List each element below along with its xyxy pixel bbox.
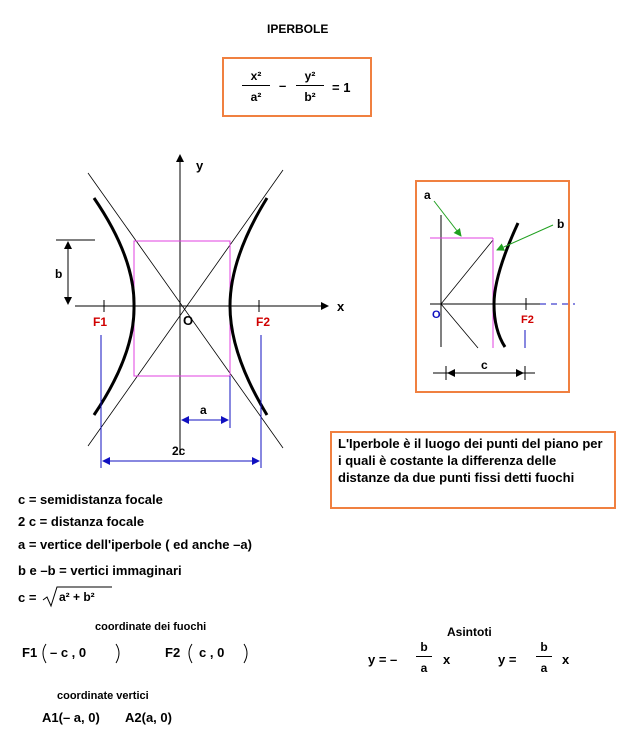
main-axis-x-label: x xyxy=(337,299,345,314)
equation-minus: – xyxy=(279,78,287,93)
inset-focus2-label: F2 xyxy=(521,314,534,326)
asymptote1-lhs: y = – xyxy=(368,652,398,667)
asymptotes-heading: Asintoti xyxy=(447,625,492,639)
y-numerator: y² xyxy=(296,69,324,86)
main-b-label: b xyxy=(55,267,63,281)
main-2c-label: 2c xyxy=(172,444,186,458)
asymptote-negative xyxy=(88,170,283,446)
legend-item-vertici-immaginari: b e –b = vertici immaginari xyxy=(18,563,182,578)
foci-heading: coordinate dei fuochi xyxy=(95,621,207,633)
legend-item-distanza: 2 c = distanza focale xyxy=(18,514,145,529)
definition-box: L'Iperbole è il luogo dei punti del piano per i quali è costante la differenza delle distanze da due punti fissi detti fuochi xyxy=(330,431,616,509)
asymptote2-denominator: a xyxy=(540,661,548,675)
vertex-a2: A2(a, 0) xyxy=(125,710,172,725)
inset-asymptote-down xyxy=(441,304,478,348)
f2-right-paren xyxy=(244,644,247,663)
main-a-label: a xyxy=(200,403,207,417)
equation-equals: = 1 xyxy=(332,80,351,95)
asymptote1-variable: x xyxy=(443,652,451,667)
f2-name: F2 xyxy=(165,645,181,660)
f2-left-paren xyxy=(189,644,192,663)
asymptote2-variable: x xyxy=(562,652,570,667)
legend-item-semidistanza: c = semidistanza focale xyxy=(18,492,163,507)
page-title: IPERBOLE xyxy=(267,22,329,36)
inset-origin-label: O xyxy=(432,309,441,321)
asymptote1-numerator: b xyxy=(416,640,432,657)
inset-b-label: b xyxy=(557,217,565,231)
asymptote1-fraction xyxy=(416,640,432,675)
c-formula-radicand: a² + b² xyxy=(59,590,95,604)
main-rectangle xyxy=(134,241,230,376)
inset-hyperbola-branch xyxy=(494,223,518,347)
f1-right-paren xyxy=(116,644,119,663)
vertices-heading: coordinate vertici xyxy=(57,690,149,702)
f1-name: F1 xyxy=(22,645,38,660)
asymptote-positive xyxy=(88,173,283,448)
pointer-a xyxy=(434,201,461,236)
main-hyperbola-diagram xyxy=(55,155,345,468)
f2-coordinates: c , 0 xyxy=(199,645,225,660)
asymptote2-fraction xyxy=(536,640,552,675)
asymptote2-lhs: y = xyxy=(498,652,517,667)
inset-diagram xyxy=(416,181,575,392)
inset-c-label: c xyxy=(481,358,488,372)
asymptote1-denominator: a xyxy=(420,661,428,675)
inset-asymptote-up xyxy=(441,240,493,304)
y-denominator: b² xyxy=(304,90,316,104)
x-denominator: a² xyxy=(250,90,262,104)
inset-a-label: a xyxy=(424,188,431,202)
c-formula-lhs: c = xyxy=(18,590,37,605)
legend-item-vertice: a = vertice dell'iperbole ( ed anche –a) xyxy=(18,537,252,552)
asymptote2-numerator: b xyxy=(536,640,552,657)
f1-coordinates: – c , 0 xyxy=(50,645,87,660)
main-focus1-label: F1 xyxy=(93,315,108,329)
main-origin-label: O xyxy=(183,313,194,328)
pointer-b xyxy=(497,225,553,250)
f1-left-paren xyxy=(43,644,46,663)
main-axis-y-label: y xyxy=(196,158,204,173)
x-numerator: x² xyxy=(242,69,270,86)
main-focus2-label: F2 xyxy=(256,315,271,329)
vertex-a1: A1(– a, 0) xyxy=(42,710,100,725)
